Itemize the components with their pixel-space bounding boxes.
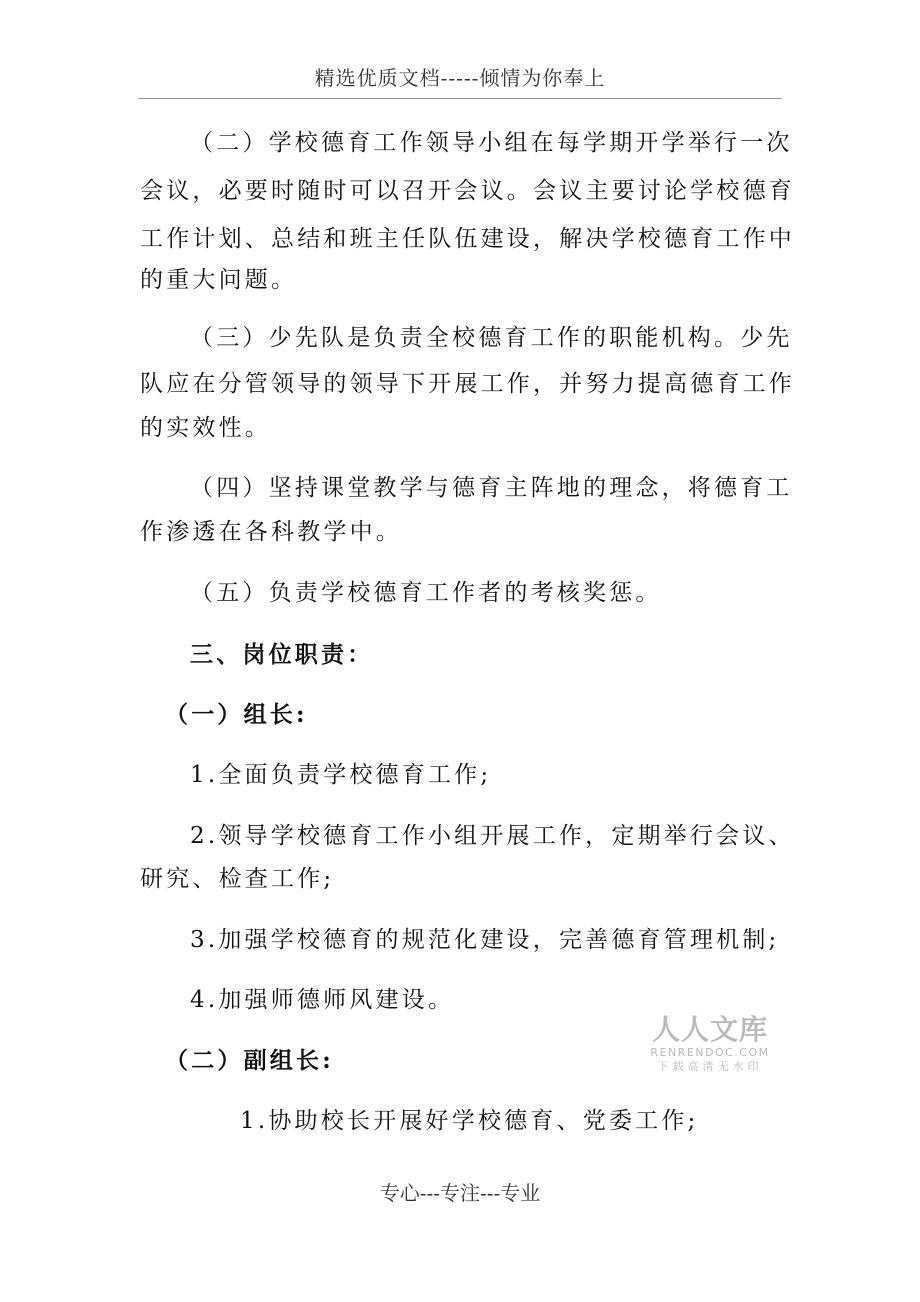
page-footer: 专心---专注---专业 [379,1181,541,1205]
paragraph-line: 队应在分管领导的领导下开展工作，并努力提高德育工作 [140,371,795,397]
subsection-heading: （二）副组长: [165,1047,334,1074]
paragraph-line: 会议，必要时随时可以召开会议。会议主要讨论学校德育 [140,178,795,204]
watermark-domain: RENRENDOC.COM [650,1046,770,1059]
paragraph-line: 工作计划、总结和班主任队伍建设，解决学校德育工作中 [140,226,795,252]
paragraph-line: （二）学校德育工作领导小组在每学期开学举行一次 [190,130,793,156]
list-item: 1.全面负责学校德育工作; [190,762,492,788]
paragraph-line: （五）负责学校德育工作者的考核奖惩。 [190,580,662,606]
subsection-heading: （一）组长: [165,701,308,728]
header-divider [138,98,782,99]
paragraph-line: 的重大问题。 [140,267,298,293]
watermark-brand: 人人文库 [651,1013,768,1046]
paragraph-line: （四）坚持课堂教学与德育主阵地的理念，将德育工 [190,475,793,501]
watermark-tagline: 下载高清无水印 [657,1060,763,1073]
section-heading: 三、岗位职责： [190,641,374,668]
list-item: 3.加强学校德育的规范化建设，完善德育管理机制; [190,927,780,953]
list-item: 2.领导学校德育工作小组开展工作，定期举行会议、 [190,823,795,849]
list-item: 4.加强师德师风建设。 [190,987,455,1013]
watermark-logo [640,1014,780,1074]
paragraph-line: 的实效性。 [140,415,271,441]
paragraph-line: 作渗透在各科教学中。 [140,519,402,545]
list-item: 1.协助校长开展好学校德育、党委工作; [240,1108,699,1134]
page-header: 精选优质文档-----倾情为你奉上 [314,66,606,90]
paragraph-line: （三）少先队是负责全校德育工作的职能机构。少先 [190,325,793,351]
list-item: 研究、检查工作; [140,866,335,892]
